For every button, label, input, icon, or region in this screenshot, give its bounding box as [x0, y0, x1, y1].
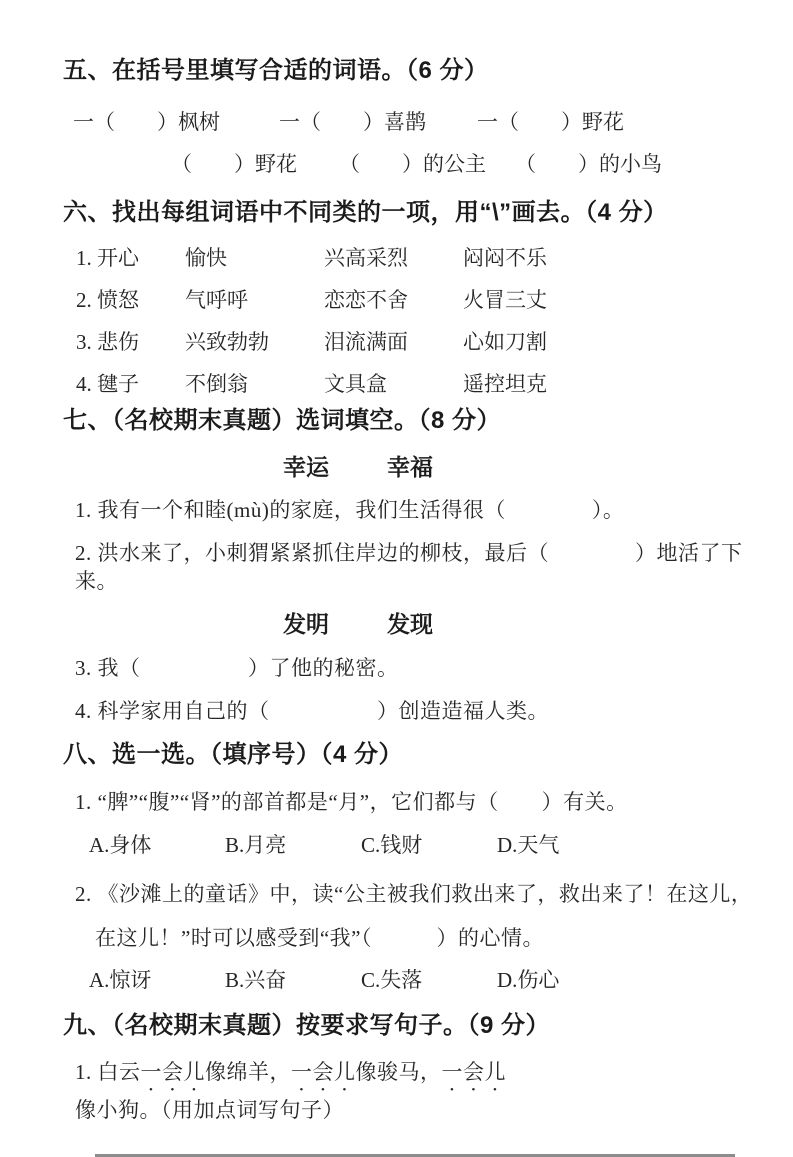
item-number: 2. — [76, 288, 92, 312]
item-number: 1. — [75, 1060, 98, 1084]
word-bank — [283, 454, 765, 482]
choice-row — [89, 831, 765, 859]
section8-heading: 八、选一选。（填序号）（4 分） — [63, 741, 404, 768]
word-cell: 文具盒 — [324, 372, 387, 396]
sentence-segment: 像骏马， — [355, 1060, 442, 1084]
word-group-row — [76, 244, 765, 272]
section-title: 按要求写句子。（9 分） — [296, 1012, 551, 1039]
item-number: 1. — [76, 246, 92, 270]
section-title: 选词填空。（8 分） — [296, 407, 502, 434]
sentence-segment: 像小狗。（用加点词写句子） — [75, 1098, 344, 1122]
item-number: 3. — [76, 330, 92, 354]
fill-blank-item: 一（ ）野花 — [477, 110, 624, 134]
question-item: 3. 我（ ）了他的秘密。 — [75, 656, 399, 680]
choice-row — [89, 966, 765, 994]
section6-heading: 六、找出每组词语中不同类的一项，用“\”画去。（4 分） — [63, 199, 668, 226]
word-cell: 泪流满面 — [324, 330, 408, 354]
word-bank-option: 幸福 — [387, 455, 433, 480]
word-cell: 兴致勃勃 — [185, 330, 269, 354]
word-cell — [76, 328, 185, 356]
section9-heading — [63, 1011, 765, 1041]
question-item: 1. “脾”“腹”“肾”的部首都是“月”，它们都与（ ）有关。 — [75, 790, 628, 814]
word-bank-option: 发现 — [387, 612, 433, 637]
word-cell — [76, 244, 185, 272]
choice-option: A.身体 — [89, 833, 152, 857]
choice-option: A.惊讶 — [89, 968, 152, 992]
word-bank-option: 幸运 — [283, 455, 329, 480]
section5-heading: 五、在括号里填写合适的词语。（6 分） — [63, 57, 489, 84]
item-number: 4. — [76, 372, 92, 396]
choice-option: C.钱财 — [361, 833, 423, 857]
word-cell — [76, 370, 185, 398]
choice-option: D.伤心 — [497, 968, 560, 992]
word-cell: 不倒翁 — [185, 372, 248, 396]
sentence-segment: 白云 — [97, 1060, 141, 1084]
fill-blank-item: 一（ ）枫树 — [73, 110, 220, 134]
fill-blank-item: （ ）的小鸟 — [515, 152, 662, 176]
section-number: 九、 — [63, 1012, 112, 1039]
word-bank — [283, 611, 765, 639]
word-cell: 心如刀割 — [463, 330, 547, 354]
choice-option: D.天气 — [497, 833, 560, 857]
word: 毽子 — [97, 372, 139, 396]
word-cell — [76, 286, 185, 314]
question-item: 1. 我有一个和睦(mù)的家庭，我们生活得很（ ）。 — [75, 498, 625, 522]
choice-option: C.失落 — [361, 968, 423, 992]
source-tag: （名校期末真题） — [112, 408, 296, 434]
section7-heading — [63, 406, 765, 436]
question-item: 2. 洪水来了，小刺猬紧紧抓住岸边的柳枝，最后（ ）地活了下来。 — [75, 541, 743, 593]
word: 开心 — [97, 246, 139, 270]
word-cell: 遥控坦克 — [463, 372, 547, 396]
question-item: 2. 《沙滩上的童话》中，读“公主被我们救出来了，救出来了！在这儿， — [75, 882, 753, 906]
word-cell: 兴高采烈 — [324, 246, 408, 270]
section5-row1 — [73, 108, 765, 136]
word-group-row — [76, 370, 765, 398]
section-number: 七、 — [63, 407, 112, 434]
word-group-row — [76, 328, 765, 356]
word-cell: 火冒三丈 — [463, 288, 547, 312]
fill-blank-item: （ ）野花 — [171, 152, 297, 176]
fill-blank-item: （ ）的公主 — [339, 152, 486, 176]
emphasized-word: 一会儿 — [291, 1060, 356, 1084]
source-tag: （名校期末真题） — [112, 1013, 296, 1039]
word-bank-option: 发明 — [283, 612, 329, 637]
question-item: 4. 科学家用自己的（ ）创造造福人类。 — [75, 699, 549, 723]
word-cell: 气呼呼 — [185, 288, 248, 312]
word: 愤怒 — [97, 288, 139, 312]
word: 悲伤 — [97, 330, 139, 354]
sentence-segment: 像绵羊， — [205, 1060, 291, 1084]
question-item-continued: 在这儿！”时可以感受到“我”（ ）的心情。 — [95, 926, 544, 950]
section5-row2 — [171, 150, 765, 178]
word-cell: 闷闷不乐 — [463, 246, 547, 270]
emphasized-word: 一会儿 — [441, 1060, 506, 1084]
question-item — [75, 1058, 765, 1124]
word-cell: 恋恋不舍 — [324, 288, 408, 312]
emphasized-word: 一会儿 — [140, 1060, 205, 1084]
choice-option: B.月亮 — [225, 833, 287, 857]
choice-option: B.兴奋 — [225, 968, 287, 992]
word-group-row — [76, 286, 765, 314]
fill-blank-item: 一（ ）喜鹊 — [279, 110, 426, 134]
word-cell: 愉快 — [185, 246, 227, 270]
